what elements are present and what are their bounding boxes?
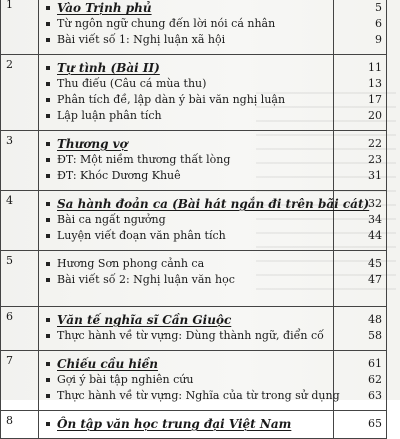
toc-entry-main bbox=[39, 312, 333, 328]
section-titles bbox=[39, 0, 334, 55]
toc-row bbox=[1, 191, 387, 251]
toc-row bbox=[1, 411, 387, 439]
section-pages bbox=[334, 307, 387, 351]
bullet-icon bbox=[46, 394, 50, 398]
toc-entry-main bbox=[39, 0, 333, 16]
page-number: 5 bbox=[375, 1, 382, 14]
toc-entry bbox=[39, 328, 333, 344]
page-number: 6 bbox=[375, 17, 382, 30]
entry-title: Hương Sơn phong cảnh ca bbox=[57, 257, 205, 270]
entry-title: ĐT: Khóc Dương Khuê bbox=[57, 169, 181, 182]
bullet-icon bbox=[46, 278, 50, 282]
entry-title: Bài viết số 1: Nghị luận xã hội bbox=[57, 33, 226, 46]
entry-title: Từ ngôn ngữ chung đến lời nói cá nhân bbox=[57, 17, 276, 30]
entry-title: Chiếu cầu hiền bbox=[57, 357, 158, 371]
entry-title: Thương vợ bbox=[57, 137, 128, 151]
entry-title: Thực hành về từ vựng: Dùng thành ngữ, điển cố bbox=[57, 329, 324, 342]
entry-title: ĐT: Một niềm thương thất lòng bbox=[57, 153, 231, 166]
section-number: 7 bbox=[1, 351, 39, 411]
section-pages bbox=[334, 251, 387, 307]
toc-entry bbox=[39, 152, 333, 168]
bullet-icon bbox=[46, 114, 50, 118]
page-number: 62 bbox=[368, 373, 382, 386]
section-pages bbox=[334, 351, 387, 411]
section-number: 2 bbox=[1, 55, 39, 131]
entry-title: Thu điếu (Câu cá mùa thu) bbox=[57, 77, 207, 90]
toc-row bbox=[1, 55, 387, 131]
page-number: 22 bbox=[368, 137, 382, 150]
page-number: 31 bbox=[368, 169, 382, 182]
bullet-icon bbox=[46, 142, 50, 146]
toc-entry bbox=[39, 16, 333, 32]
entry-title: Phân tích đề, lập dàn ý bài văn nghị luận bbox=[57, 93, 286, 106]
toc-row bbox=[1, 251, 387, 307]
toc-entry bbox=[39, 228, 333, 244]
section-pages bbox=[334, 411, 387, 439]
entry-title: Ôn tập văn học trung đại Việt Nam bbox=[57, 417, 292, 431]
page-number: 58 bbox=[368, 329, 382, 342]
bullet-icon bbox=[46, 22, 50, 26]
section-titles bbox=[39, 55, 334, 131]
page-number: 44 bbox=[368, 229, 382, 242]
page-number: 47 bbox=[368, 273, 382, 286]
section-number: 5 bbox=[1, 251, 39, 307]
entry-title: Vào Trịnh phủ bbox=[57, 1, 152, 15]
page-number: 20 bbox=[368, 109, 382, 122]
bullet-icon bbox=[46, 98, 50, 102]
section-titles bbox=[39, 251, 334, 307]
bullet-icon bbox=[46, 66, 50, 70]
bullet-icon bbox=[46, 202, 50, 206]
page-number: 63 bbox=[368, 389, 382, 402]
toc-entry bbox=[39, 92, 333, 108]
entry-title: Thực hành về từ vựng: Nghĩa của từ trong sử dụng bbox=[57, 389, 340, 402]
bullet-icon bbox=[46, 158, 50, 162]
toc-entry bbox=[39, 388, 340, 404]
section-pages bbox=[334, 0, 387, 55]
bullet-icon bbox=[46, 174, 50, 178]
bullet-icon bbox=[46, 318, 50, 322]
bullet-icon bbox=[46, 82, 50, 86]
toc-row bbox=[1, 307, 387, 351]
toc-row bbox=[1, 0, 387, 55]
bullet-icon bbox=[46, 362, 50, 366]
section-number: 8 bbox=[1, 411, 39, 439]
toc-entry-main bbox=[39, 356, 333, 372]
page-number: 48 bbox=[368, 313, 382, 326]
toc-entry bbox=[39, 168, 333, 184]
page-number: 45 bbox=[368, 257, 382, 270]
entry-title: Tự tình (Bài II) bbox=[57, 61, 160, 75]
toc-entry-main bbox=[39, 416, 333, 432]
section-titles bbox=[39, 191, 370, 251]
toc-entry bbox=[39, 108, 333, 124]
toc-entry-main bbox=[39, 136, 333, 152]
toc-entry-main bbox=[39, 196, 370, 212]
bullet-icon bbox=[46, 218, 50, 222]
section-titles bbox=[39, 411, 334, 439]
entry-title: Bài ca ngất ngưởng bbox=[57, 213, 166, 226]
entry-title: Bài viết số 2: Nghị luận văn học bbox=[57, 273, 235, 286]
toc-body bbox=[1, 0, 387, 439]
toc-row bbox=[1, 131, 387, 191]
page-number: 32 bbox=[368, 197, 382, 210]
page-number: 34 bbox=[368, 213, 382, 226]
toc-entry bbox=[39, 212, 333, 228]
entry-title: Luyện viết đoạn văn phân tích bbox=[57, 229, 226, 242]
page-number: 11 bbox=[368, 61, 382, 74]
bullet-icon bbox=[46, 422, 50, 426]
section-number: 4 bbox=[1, 191, 39, 251]
toc-entry bbox=[39, 76, 333, 92]
section-titles bbox=[39, 307, 334, 351]
spacer bbox=[39, 294, 333, 300]
section-titles bbox=[39, 131, 334, 191]
page-number: 17 bbox=[368, 93, 382, 106]
entry-title: Gợi ý bài tập nghiên cứu bbox=[57, 373, 194, 386]
bullet-icon bbox=[46, 38, 50, 42]
page-number: 61 bbox=[368, 357, 382, 370]
toc-entry bbox=[39, 372, 333, 388]
entry-title: Văn tế nghĩa sĩ Cần Giuộc bbox=[57, 313, 232, 327]
section-number: 1 bbox=[1, 0, 39, 55]
bullet-icon bbox=[46, 334, 50, 338]
section-number: 3 bbox=[1, 131, 39, 191]
page-number: 9 bbox=[375, 33, 382, 46]
entry-title: Sa hành đoản ca (Bài hát ngắn đi trên bãi cát) bbox=[57, 197, 370, 211]
toc-entry bbox=[39, 32, 333, 48]
toc-entry bbox=[39, 256, 333, 272]
bullet-icon bbox=[46, 6, 50, 10]
bullet-icon bbox=[46, 262, 50, 266]
section-number: 6 bbox=[1, 307, 39, 351]
bullet-icon bbox=[46, 234, 50, 238]
section-pages bbox=[334, 131, 387, 191]
section-pages bbox=[334, 55, 387, 131]
bullet-icon bbox=[46, 378, 50, 382]
section-titles bbox=[39, 351, 340, 411]
toc-entry bbox=[39, 272, 333, 288]
page-number: 13 bbox=[368, 77, 382, 90]
page-number: 23 bbox=[368, 153, 382, 166]
toc-entry-main bbox=[39, 60, 333, 76]
page-number: 65 bbox=[368, 417, 382, 430]
toc-row bbox=[1, 351, 387, 411]
spacer bbox=[334, 294, 386, 300]
entry-title: Lập luận phân tích bbox=[57, 109, 162, 122]
